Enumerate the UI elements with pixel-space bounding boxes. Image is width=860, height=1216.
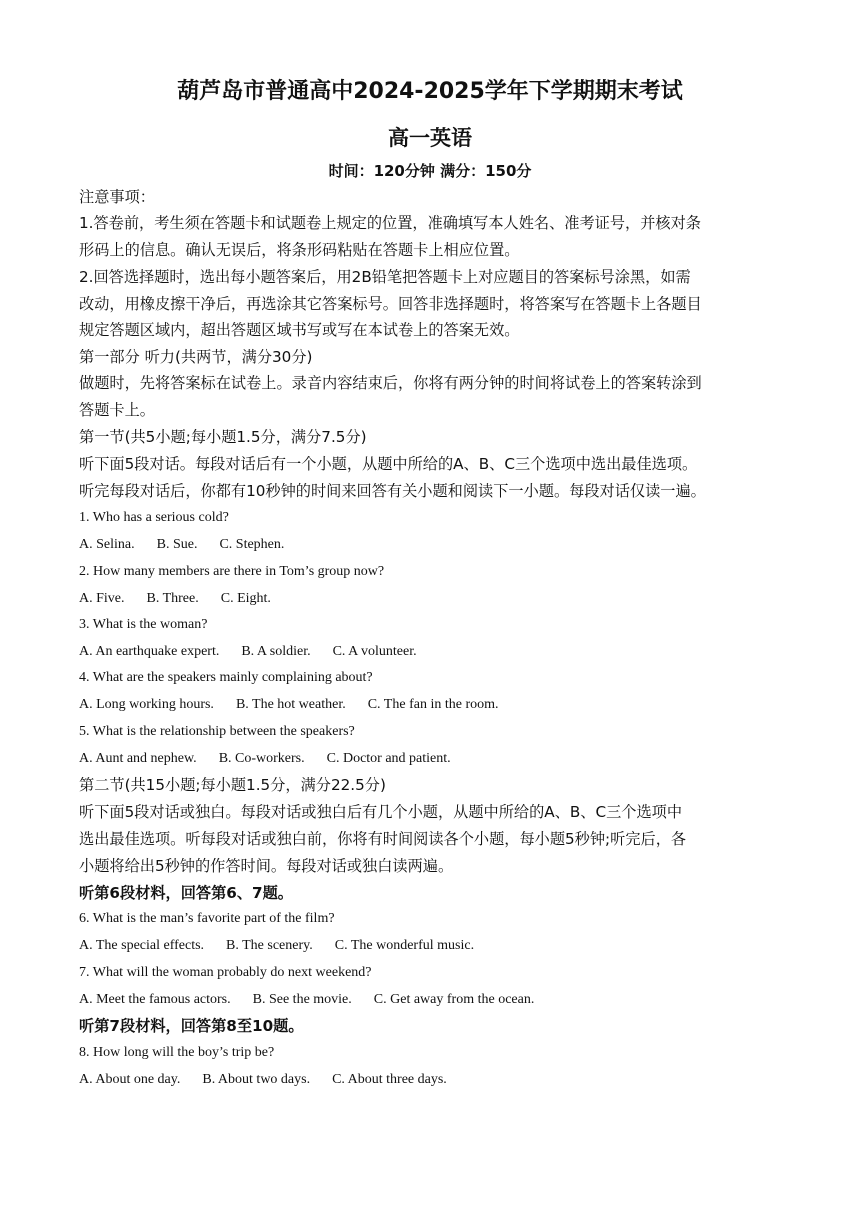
notes-heading: 注意事项： <box>79 188 155 206</box>
option-b: B. A soldier. <box>241 644 311 659</box>
question-6-options <box>79 934 783 958</box>
question-1-stem: 1. Who has a serious cold? <box>79 510 229 525</box>
question-7-stem: 7. What will the woman probably do next weekend? <box>79 965 372 980</box>
exam-title: 葫芦岛市普通高中2024-2025学年下学期期末考试 <box>177 79 683 104</box>
option-a: A. An earthquake expert. <box>79 644 220 659</box>
question-8-options <box>79 1068 783 1092</box>
part1-instruction-line-1: 做题时，先将答案标在试卷上。录音内容结束后，你将有两分钟的时间将试卷上的答案转涂到 <box>79 374 702 392</box>
option-a: A. The special effects. <box>79 938 205 953</box>
option-a: A. Aunt and nephew. <box>79 751 197 766</box>
question-5-stem: 5. What is the relationship between the speakers? <box>79 724 355 739</box>
question-2-options <box>79 587 783 611</box>
question-1-options <box>79 533 783 557</box>
section2-instruction-line-1: 听下面5段对话或独白。每段对话或独白后有几个小题，从题中所给的A、B、C三个选项中 <box>79 803 683 821</box>
option-b: B. Three. <box>146 591 199 606</box>
question-3-options <box>79 640 783 664</box>
section1-instruction-line-2: 听完每段对话后，你都有10秒钟的时间来回答有关小题和阅读下一小题。每段对话仅读一遍。 <box>79 482 706 500</box>
option-b: B. See the movie. <box>252 992 352 1007</box>
option-c: C. Doctor and patient. <box>326 751 451 766</box>
section1-instruction-line-1: 听下面5段对话。每段对话后有一个小题，从题中所给的A、B、C三个选项中选出最佳选项。 <box>79 455 698 473</box>
option-b: B. About two days. <box>202 1072 311 1087</box>
option-b: B. The hot weather. <box>235 697 346 712</box>
question-5-options <box>79 747 783 771</box>
time-info: 时间：120分钟 满分：150分 <box>328 162 532 180</box>
option-c: C. Get away from the ocean. <box>373 992 535 1007</box>
part1-instruction-line-2: 答题卡上。 <box>79 401 155 419</box>
section1-heading: 第一节(共5小题;每小题1.5分，满分7.5分) <box>79 428 367 446</box>
question-4-options <box>79 693 783 717</box>
section2-instruction-line-2: 选出最佳选项。听每段对话或独白前，你将有时间阅读各个小题，每小题5秒钟;听完后，各 <box>79 830 687 848</box>
option-c: C. A volunteer. <box>332 644 417 659</box>
option-a: A. Long working hours. <box>79 697 214 712</box>
question-2-stem: 2. How many members are there in Tom’s group now? <box>79 564 385 579</box>
note-2-line-1: 2.回答选择题时，选出每小题答案后，用2B铅笔把答题卡上对应题目的答案标号涂黑，如需 <box>79 268 691 286</box>
question-4-stem: 4. What are the speakers mainly complaining about? <box>79 670 373 685</box>
subject-title: 高一英语 <box>388 126 472 150</box>
option-a: A. Five. <box>79 591 125 606</box>
option-c: C. About three days. <box>332 1072 447 1087</box>
option-c: C. The fan in the room. <box>367 697 499 712</box>
question-3-stem: 3. What is the woman? <box>79 617 208 632</box>
note-2-line-3: 规定答题区域内，超出答题区域书写或写在本试卷上的答案无效。 <box>79 321 520 339</box>
section2-instruction-line-3: 小题将给出5秒钟的作答时间。每段对话或独白读两遍。 <box>79 857 454 875</box>
note-1-line-2: 形码上的信息。确认无误后，将条形码粘贴在答题卡上相应位置。 <box>79 241 520 259</box>
option-b: B. The scenery. <box>226 938 313 953</box>
option-b: B. Sue. <box>156 537 198 552</box>
question-8-stem: 8. How long will the boy’s trip be? <box>79 1045 275 1060</box>
option-a: A. Meet the famous actors. <box>79 992 231 1007</box>
question-7-options <box>79 988 783 1012</box>
section2-heading: 第二节(共15小题;每小题1.5分，满分22.5分) <box>79 776 386 794</box>
option-a: A. Selina. <box>79 537 135 552</box>
note-2-line-2: 改动，用橡皮擦干净后，再选涂其它答案标号。回答非选择题时，将答案写在答题卡上各题目 <box>79 295 702 313</box>
option-b: B. Co-workers. <box>218 751 305 766</box>
option-a: A. About one day. <box>79 1072 181 1087</box>
option-c: C. Eight. <box>220 591 271 606</box>
material-6-heading: 听第6段材料，回答第6、7题。 <box>79 884 293 902</box>
question-6-stem: 6. What is the man’s favorite part of the film? <box>79 911 335 926</box>
option-c: C. Stephen. <box>219 537 285 552</box>
material-7-heading: 听第7段材料，回答第8至10题。 <box>79 1017 304 1035</box>
note-1-line-1: 1.答卷前，考生须在答题卡和试题卷上规定的位置，准确填写本人姓名、准考证号，并核对条 <box>79 214 701 232</box>
option-c: C. The wonderful music. <box>334 938 475 953</box>
part1-heading: 第一部分 听力(共两节，满分30分) <box>79 348 313 366</box>
